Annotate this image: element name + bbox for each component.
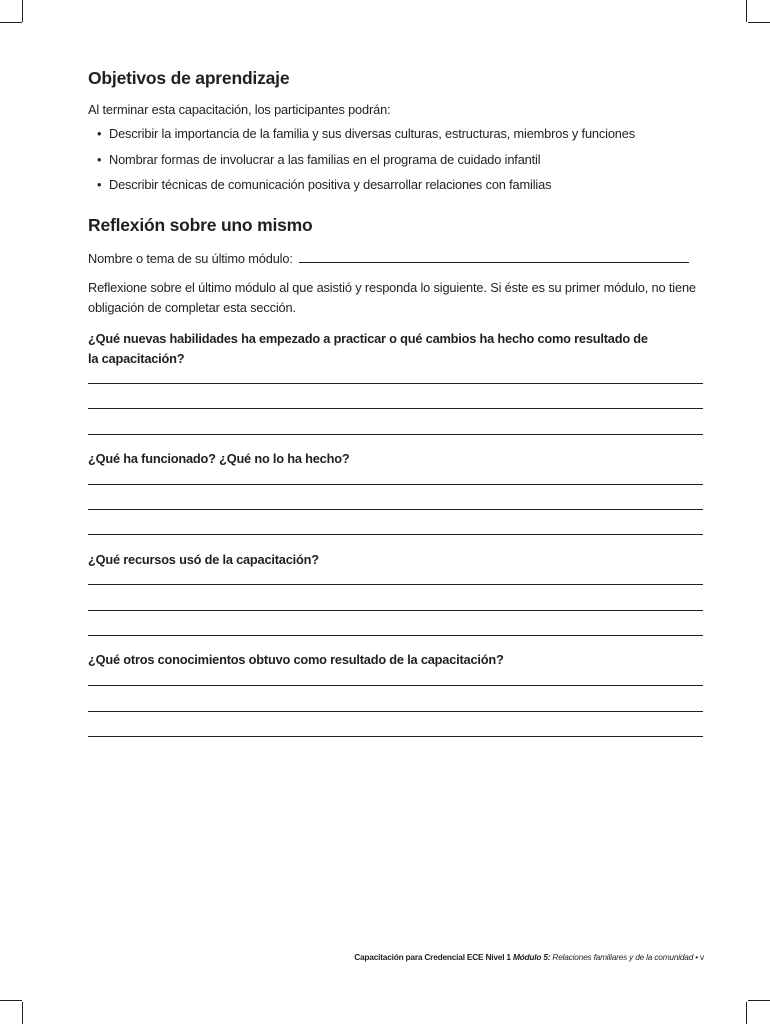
footer-page-number: • v [693, 952, 704, 962]
crop-mark-top-right-h [748, 22, 770, 23]
answer-line[interactable] [88, 584, 703, 585]
question-1: ¿Qué nuevas habilidades ha empezado a practicar o qué cambios ha hecho como resultado de la capacitación? [88, 331, 648, 366]
question-4: ¿Qué otros conocimientos obtuvo como resultado de la capacitación? [88, 652, 504, 667]
footer-module-title: Relaciones familiares y de la comunidad [550, 952, 694, 962]
crop-mark-top-left [22, 0, 23, 22]
crop-mark-bottom-left-h [0, 1000, 22, 1001]
answer-line[interactable] [88, 434, 703, 435]
reflection-heading: Reflexión sobre uno mismo [88, 215, 313, 235]
crop-mark-bottom-right-h [748, 1000, 770, 1001]
objectives-intro: Al terminar esta capacitación, los participantes podrán: [88, 102, 391, 117]
answer-line[interactable] [88, 635, 703, 636]
module-name-field[interactable] [299, 248, 689, 263]
question-3: ¿Qué recursos usó de la capacitación? [88, 552, 319, 567]
answer-line[interactable] [88, 711, 703, 712]
answer-line[interactable] [88, 383, 703, 384]
question-2: ¿Qué ha funcionado? ¿Qué no lo ha hecho? [88, 451, 350, 466]
answer-line[interactable] [88, 534, 703, 535]
answer-line[interactable] [88, 736, 703, 737]
answer-line[interactable] [88, 509, 703, 510]
reflection-instructions: Reflexione sobre el último módulo al que asistió y responda lo siguiente. Si éste es su primer módulo, no tiene obligación de completar esta sección. [88, 280, 696, 315]
module-name-label: Nombre o tema de su último módulo: [88, 251, 293, 266]
crop-mark-top-left-h [0, 22, 22, 23]
objective-item: • Describir técnicas de comunicación positiva y desarrollar relaciones con familias [88, 175, 635, 201]
answer-line[interactable] [88, 685, 703, 686]
module-name-row [88, 248, 689, 269]
bullet-icon: • [97, 151, 102, 167]
footer-module: Módulo 5: [512, 952, 551, 962]
crop-mark-bottom-right [746, 1002, 747, 1024]
bullet-icon: • [97, 126, 102, 141]
objective-item: • Describir la importancia de la familia y sus diversas culturas, estructuras, miembros y funciones [88, 124, 635, 150]
objectives-heading: Objetivos de aprendizaje [88, 68, 290, 88]
answer-line[interactable] [88, 408, 703, 409]
crop-mark-bottom-left [22, 1002, 23, 1024]
objectives-list [88, 124, 635, 201]
answer-line[interactable] [88, 484, 703, 485]
objective-item: • Nombrar formas de involucrar a las familias en el programa de cuidado infantil [88, 150, 635, 176]
page-footer [354, 952, 704, 962]
footer-course: Capacitación para Credencial ECE Nivel 1 [354, 952, 513, 962]
crop-mark-top-right [746, 0, 747, 22]
bullet-icon: • [97, 177, 102, 192]
answer-line[interactable] [88, 610, 703, 611]
